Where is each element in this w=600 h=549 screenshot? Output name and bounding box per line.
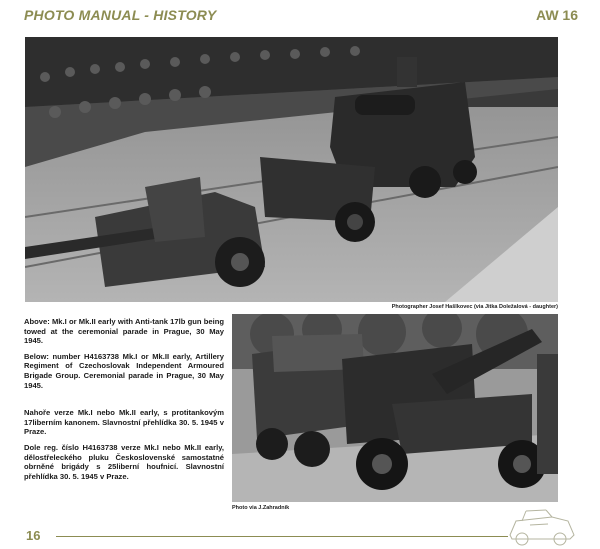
caption-en-below: Below: number H4163738 Mk.I or Mk.II early, Artillery Regiment of Czechoslovak Independent Armoured Brigade Group. Ceremonial parade in Prague, 30 May 1945. bbox=[24, 351, 224, 390]
photo-top-parade bbox=[25, 37, 558, 302]
photo-top-image bbox=[25, 37, 558, 302]
caption-cz-above: Nahoře verze Mk.I nebo Mk.II early, s protitankovým 17liberním kanonem. Slavnostní přehlídka 30. 5. 1945 v Praze. bbox=[24, 408, 224, 437]
footer-rule bbox=[56, 536, 508, 537]
photo-bottom-credit: Photo via J.Zahradník bbox=[232, 505, 290, 511]
photo-bottom-howitzer bbox=[232, 314, 558, 502]
caption-en-above: Above: Mk.I or Mk.II early with Anti-tank 17lb gun being towed at the ceremonial parade in Prague, 30 May 1945. bbox=[24, 317, 224, 346]
photo-bottom-image bbox=[232, 314, 558, 502]
caption-block bbox=[24, 317, 224, 487]
page-header-title: PHOTO MANUAL - HISTORY bbox=[24, 7, 217, 23]
footer-vehicle-logo-icon bbox=[502, 507, 580, 547]
page-header-code: AW 16 bbox=[535, 7, 578, 23]
page-number: 16 bbox=[26, 528, 41, 543]
caption-cz-below: Dole reg. číslo H4163738 verze Mk.I nebo Mk.II early, dělostřeleckého pluku Československé samostatné obrněné brigády s 25liberní houfnicí. Slavnostní přehlídka 30. 5. 1945 v Praze. bbox=[24, 442, 224, 481]
photo-top-credit: Photographer Josef Hašlkovec (via Jitka Doležalová - daughter) bbox=[391, 304, 558, 310]
